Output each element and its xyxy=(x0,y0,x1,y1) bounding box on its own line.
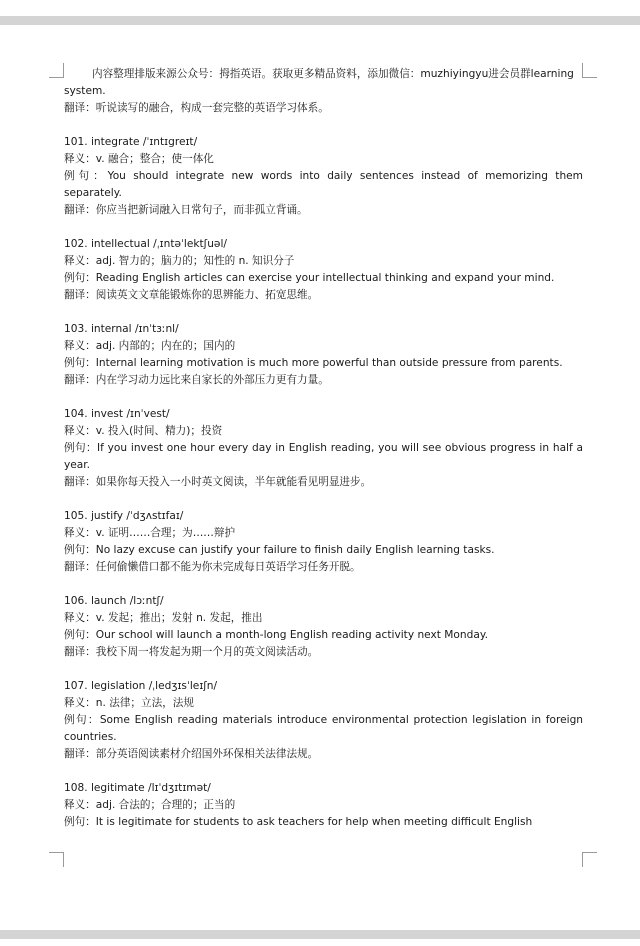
example-label: 例句： xyxy=(64,714,100,726)
entry-meaning xyxy=(64,610,583,627)
entry-translation xyxy=(64,202,583,219)
translation-label: 翻译： xyxy=(64,476,96,488)
translation-text: 部分英语阅读素材介绍国外环保相关法律法规。 xyxy=(95,748,319,760)
translation-text: 阅读英文文章能锻炼你的思辨能力、拓宽思维。 xyxy=(95,289,319,301)
example-text: You should integrate new words into daily sentences instead of memorizing them separately. xyxy=(64,170,583,199)
translation-text: 你应当把新词融入日常句子，而非孤立背诵。 xyxy=(95,204,308,216)
example-text: Some English reading materials introduce environmental protection legislation in foreign countries. xyxy=(64,714,584,743)
translation-label: 翻译： xyxy=(64,561,96,573)
bottom-gray-bar xyxy=(0,930,640,939)
translation-text: 我校下周一将发起为期一个月的英文阅读活动。 xyxy=(95,646,319,658)
meaning-label: 释义： xyxy=(64,340,96,352)
entry-meaning xyxy=(64,525,583,542)
translation-label: 翻译： xyxy=(64,102,96,114)
meaning-text: v. 证明……合理；为……辩护 xyxy=(95,527,236,539)
meaning-text: n. 法律；立法，法规 xyxy=(95,697,194,709)
document-body xyxy=(64,66,583,831)
meaning-text: adj. 合法的；合理的；正当的 xyxy=(95,799,236,811)
intro-translation-text: 听说读写的融合，构成一套完整的英语学习体系。 xyxy=(95,102,329,114)
entry-meaning xyxy=(64,338,583,355)
entry-example xyxy=(64,168,583,202)
meaning-label: 释义： xyxy=(64,612,96,624)
entry-example xyxy=(64,542,583,559)
crop-mark-top-right xyxy=(582,63,597,78)
meaning-label: 释义： xyxy=(64,697,96,709)
entry-headword: 108. legitimate /lɪˈdʒɪtɪmət/ xyxy=(64,782,211,794)
entry-translation xyxy=(64,372,583,389)
vocab-entry-101 xyxy=(64,134,583,219)
example-label: 例句： xyxy=(64,357,96,369)
crop-mark-bottom-left xyxy=(49,852,64,867)
entry-headword: 102. intellectual /ˌɪntəˈlektʃuəl/ xyxy=(64,238,227,250)
entry-translation xyxy=(64,287,583,304)
entry-headword: 104. invest /ɪnˈvest/ xyxy=(64,408,170,420)
meaning-label: 释义： xyxy=(64,799,96,811)
example-text: Reading English articles can exercise your intellectual thinking and expand your mind. xyxy=(95,272,555,284)
entry-example xyxy=(64,270,583,287)
vocab-entry-106 xyxy=(64,593,583,661)
entry-headword: 107. legislation /ˌledʒɪsˈleɪʃn/ xyxy=(64,680,218,692)
vocab-entry-103 xyxy=(64,321,583,389)
top-gray-bar xyxy=(0,16,640,25)
translation-label: 翻译： xyxy=(64,289,96,301)
vocab-entry-104 xyxy=(64,406,583,491)
vocab-entry-108 xyxy=(64,780,583,831)
entry-meaning xyxy=(64,695,583,712)
entry-headword: 101. integrate /ˈɪntɪgreɪt/ xyxy=(64,136,198,148)
translation-text: 如果你每天投入一小时英文阅读，半年就能看见明显进步。 xyxy=(95,476,372,488)
entry-example xyxy=(64,814,583,831)
entry-example xyxy=(64,355,583,372)
entry-translation xyxy=(64,474,583,491)
entry-translation xyxy=(64,644,583,661)
entry-example xyxy=(64,440,583,474)
entry-example xyxy=(64,627,583,644)
example-label: 例句： xyxy=(64,442,98,454)
intro-source-line: 内容整理排版来源公众号：拇指英语。获取更多精品资料，添加微信：muzhiyingyu进会员群learning system. xyxy=(64,68,574,97)
entry-headword: 106. launch /lɔːntʃ/ xyxy=(64,595,164,607)
entry-translation xyxy=(64,559,583,576)
intro-translation xyxy=(64,100,583,117)
example-label: 例句： xyxy=(64,272,96,284)
entry-meaning xyxy=(64,151,583,168)
example-text: Our school will launch a month-long English reading activity next Monday. xyxy=(95,629,488,641)
translation-label: 翻译： xyxy=(64,646,96,658)
entry-translation xyxy=(64,746,583,763)
vocab-entry-105 xyxy=(64,508,583,576)
entry-meaning xyxy=(64,423,583,440)
example-text: It is legitimate for students to ask teachers for help when meeting difficult English xyxy=(95,816,533,828)
entry-meaning xyxy=(64,797,583,814)
example-label: 例句： xyxy=(64,544,96,556)
meaning-label: 释义： xyxy=(64,527,96,539)
meaning-label: 释义： xyxy=(64,425,96,437)
meaning-text: v. 发起；推出；发射 n. 发起，推出 xyxy=(95,612,263,624)
translation-text: 内在学习动力远比来自家长的外部压力更有力量。 xyxy=(95,374,329,386)
translation-label: 翻译： xyxy=(64,374,96,386)
translation-text: 任何偷懒借口都不能为你未完成每日英语学习任务开脱。 xyxy=(95,561,361,573)
vocab-entry-107 xyxy=(64,678,583,763)
example-label: 例句： xyxy=(64,629,96,641)
entry-example xyxy=(64,712,583,746)
crop-mark-top-left xyxy=(49,63,64,78)
crop-mark-bottom-right xyxy=(582,852,597,867)
entry-headword: 103. internal /ɪnˈtɜːnl/ xyxy=(64,323,179,335)
example-text: Internal learning motivation is much more powerful than outside pressure from parents. xyxy=(95,357,563,369)
example-label: 例句： xyxy=(64,816,96,828)
entry-headword: 105. justify /ˈdʒʌstɪfaɪ/ xyxy=(64,510,184,522)
meaning-label: 释义： xyxy=(64,153,96,165)
meaning-text: v. 融合；整合；使一体化 xyxy=(95,153,214,165)
meaning-label: 释义： xyxy=(64,255,96,267)
example-text: No lazy excuse can justify your failure to finish daily English learning tasks. xyxy=(95,544,495,556)
example-text: If you invest one hour every day in English reading, you will see obvious progress in half a year. xyxy=(64,442,584,471)
meaning-text: v. 投入(时间、精力)；投资 xyxy=(95,425,223,437)
meaning-text: adj. 内部的；内在的；国内的 xyxy=(95,340,236,352)
example-label: 例句： xyxy=(64,170,108,182)
vocab-entry-102 xyxy=(64,236,583,304)
translation-label: 翻译： xyxy=(64,748,96,760)
translation-label: 翻译： xyxy=(64,204,96,216)
entry-meaning xyxy=(64,253,583,270)
meaning-text: adj. 智力的；脑力的；知性的 n. 知识分子 xyxy=(95,255,295,267)
